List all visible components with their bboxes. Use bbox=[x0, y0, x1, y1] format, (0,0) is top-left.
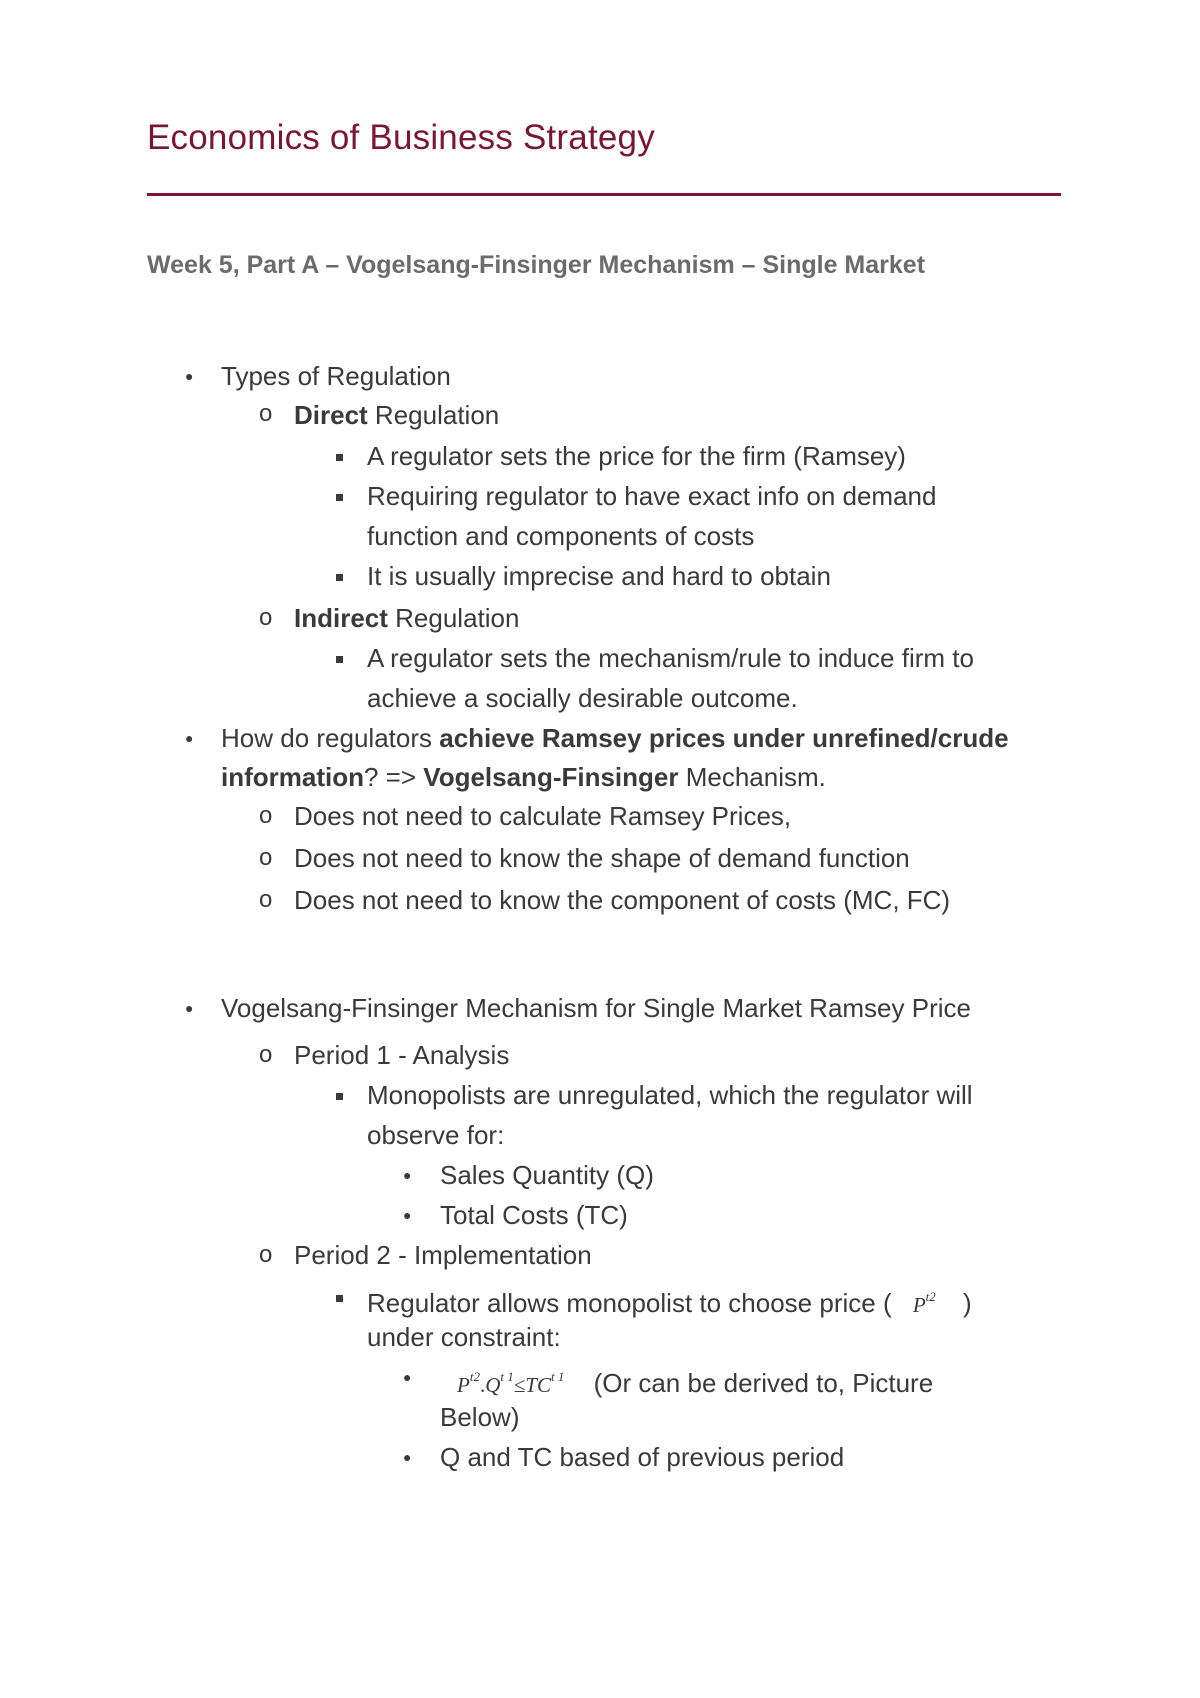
square-bullet-icon bbox=[336, 574, 343, 581]
circle-bullet-icon: o bbox=[259, 400, 273, 427]
list-item: Direct Regulation bbox=[294, 400, 500, 430]
square-bullet-icon bbox=[336, 1093, 343, 1100]
bullet-icon: ● bbox=[185, 368, 194, 384]
list-item-continuation: achieve a socially desirable outcome. bbox=[367, 683, 798, 713]
list-item: Period 2 - Implementation bbox=[294, 1240, 592, 1270]
list-item-continuation: observe for: bbox=[367, 1120, 505, 1150]
list-item: Monopolists are unregulated, which the regulator will bbox=[367, 1080, 973, 1110]
list-item: Requiring regulator to have exact info on demand bbox=[367, 481, 937, 511]
list-item: Total Costs (TC) bbox=[440, 1200, 628, 1230]
square-bullet-icon bbox=[336, 1295, 343, 1302]
square-bullet-icon bbox=[336, 494, 343, 501]
list-item: A regulator sets the mechanism/rule to induce firm to bbox=[367, 643, 974, 673]
list-item: Vogelsang-Finsinger Mechanism for Single Market Ramsey Price bbox=[221, 993, 971, 1023]
list-item: It is usually imprecise and hard to obtain bbox=[367, 561, 831, 591]
list-item-continuation: Below) bbox=[440, 1402, 520, 1432]
list-item: How do regulators achieve Ramsey prices under unrefined/crude bbox=[221, 723, 1009, 753]
list-item: Indirect Regulation bbox=[294, 603, 520, 633]
bullet-icon: ● bbox=[403, 1449, 412, 1465]
bullet-icon: ● bbox=[185, 730, 194, 746]
bullet-icon: ● bbox=[403, 1207, 412, 1223]
list-item: Does not need to calculate Ramsey Prices, bbox=[294, 801, 792, 831]
list-item: Period 1 - Analysis bbox=[294, 1040, 510, 1070]
list-item-continuation: under constraint: bbox=[367, 1322, 561, 1352]
list-item: Regulator allows monopolist to choose price ( $P^{t2}$ ) bbox=[367, 1288, 972, 1318]
circle-bullet-icon: o bbox=[259, 886, 273, 913]
list-item: Does not need to know the component of costs (MC, FC) bbox=[294, 885, 951, 915]
square-bullet-icon bbox=[336, 454, 343, 461]
list-item: A regulator sets the price for the firm (Ramsey) bbox=[367, 441, 906, 471]
title-divider bbox=[147, 193, 1061, 196]
list-item: $P^{t2}.Q^{t 1}\le TC^{t 1}$ (Or can be derived to, Picture bbox=[457, 1368, 934, 1398]
document-title: Economics of Business Strategy bbox=[147, 118, 655, 157]
circle-bullet-icon: o bbox=[259, 1241, 273, 1268]
list-item-continuation: function and components of costs bbox=[367, 521, 755, 551]
constraint-formula: $P^{t2}.Q^{t 1}\le TC^{t 1}$ bbox=[457, 1369, 565, 1397]
bullet-icon: ● bbox=[185, 1000, 194, 1016]
circle-bullet-icon: o bbox=[259, 844, 273, 871]
list-item: Sales Quantity (Q) bbox=[440, 1160, 654, 1190]
bullet-icon: ● bbox=[403, 1369, 412, 1385]
square-bullet-icon bbox=[336, 656, 343, 663]
document-subtitle: Week 5, Part A – Vogelsang-Finsinger Mechanism – Single Market bbox=[147, 251, 926, 279]
circle-bullet-icon: o bbox=[259, 802, 273, 829]
list-item: Does not need to know the shape of demand function bbox=[294, 843, 910, 873]
list-item: Types of Regulation bbox=[221, 361, 451, 391]
bullet-icon: ● bbox=[403, 1167, 412, 1183]
price-formula: $P^{t2}$ bbox=[912, 1289, 936, 1317]
circle-bullet-icon: o bbox=[259, 604, 273, 631]
circle-bullet-icon: o bbox=[259, 1041, 273, 1068]
list-item: Q and TC based of previous period bbox=[440, 1442, 845, 1472]
list-item-continuation: information? => Vogelsang-Finsinger Mechanism. bbox=[221, 762, 826, 792]
